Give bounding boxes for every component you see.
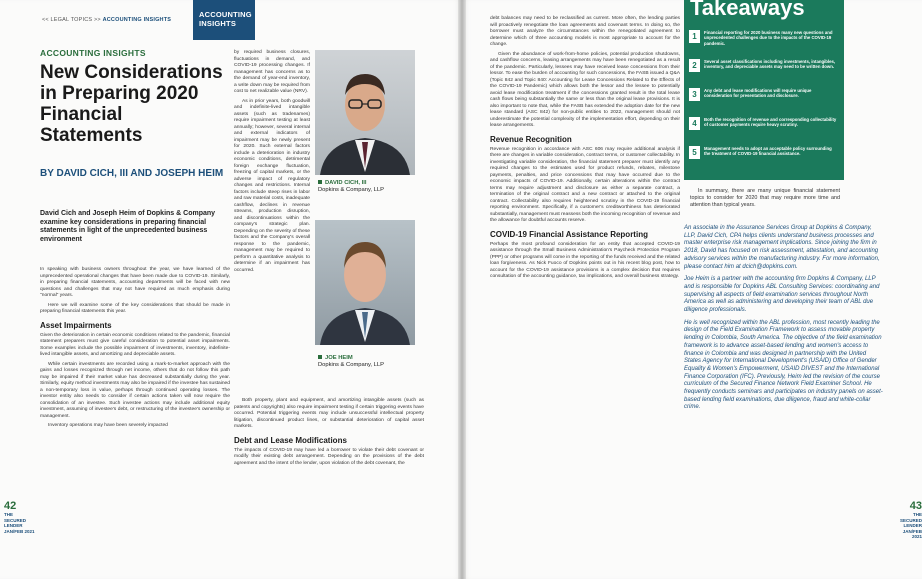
takeaway-item	[689, 146, 839, 159]
breadcrumb-current[interactable]: ACCOUNTING INSIGHTS	[102, 17, 172, 23]
folio-text: SECURED	[899, 517, 922, 523]
takeaway-text: Management needs to adopt an acceptable policy surrounding the treatment of COVID-19 financial assistance.	[704, 146, 832, 157]
folio-text: JAN/FEB 2021	[902, 528, 922, 539]
caption-name: JOE HEIM	[325, 355, 353, 361]
takeaway-text: Financial reporting for 2020 business many new questions and unprecedented challenges due to the impacts of the COVID-19 pandemic.	[704, 30, 833, 46]
takeaways-title: Takeaways	[690, 0, 805, 20]
folio-text: THE	[4, 512, 13, 517]
revenue-paragraph-1: Revenue recognition in accordance with ASC 606 may require additional analysis if there are changes in variable consideration, contract terms, or customer collectability. In investigating variable consideration, the financial statement preparer must identify any required changes to the estimates used for product refunds, rebates, milestone payments, penalties, and price concessions that may have occurred due to the economic impacts of COVID-19. Additionally, certain alterations within the contract terms may require adjustment and disclosure as either a separate contract, a termination of the original contract and a new contract or attached to the original contract. Collectability also requires heightened scrutiny in the COVID-19 financial reporting environment. Specifically, if a customer's creditworthiness has deteriorated substantially, management must reassess both the incoming recognition of revenue and the allowance for doubtful accounts reserve.	[490, 146, 680, 223]
article-deck: David Cich and Joseph Heim of Dopkins & Company examine key considerations in preparing financial statements in light of the unprecedented business environment	[40, 210, 216, 243]
intro-paragraph-2: Here we will examine some of the key considerations that should be made in preparing financial statements this year.	[40, 302, 230, 314]
caption-name: DAVID CICH, III	[325, 180, 367, 186]
folio-text: JAN/FEB 2021	[4, 528, 35, 534]
intro-paragraph-1: In speaking with business owners throughout the year, we have learned of the unprecedented operational changes that have been made due to COVID-19. Similarly, in preparing financial statements, accounting departments will be faced with new questions and challenges that may not have required as much emphasis during "normal" years.	[40, 267, 230, 298]
takeaway-item	[689, 88, 839, 101]
debt-paragraph-1: The impacts of COVID-19 may have led a borrower to violate their debt covenant or modify their existing debt arrangement. Depending on the provisions of the debt agreement and the intent of the lender, upon violation of the debt covenant, the	[234, 447, 424, 466]
folio-text: SECURED	[4, 517, 27, 523]
takeaway-number: 5	[689, 146, 700, 159]
folio-right	[894, 500, 922, 540]
covid-paragraph-1: Perhaps the most profound consideration for an entity that accepted COVID-19 assistance through the Small Business Administration's Paycheck Protection Program (PPP) or other programs will come in the reporting of the funds received and the related loan forgiveness. As Nick Fuoco of Dopkins points out in his recent blog post, how to account for the COVID-19 assistance provisions is a complex decision that requires consultation of the accounting guidance, tax implications, and overall business strategy.	[490, 241, 680, 279]
folio-text: LENDER	[903, 523, 922, 528]
spine-gutter	[458, 0, 466, 579]
column-2a	[234, 50, 310, 277]
column-3	[490, 16, 680, 284]
col2-paragraph-3: Both property, plant and equipment, and amortizing intangible assets (such as patents and copyrights) also require impairment testing if certain triggering events have occurred. Potential triggering events may include unsuccessful intellectual property litigation, discontinued product lines, or substantial deterioration of capital asset markets.	[234, 398, 424, 429]
author-bios	[684, 225, 884, 417]
caption-joe-heim	[318, 355, 384, 369]
heading-revenue: Revenue Recognition	[490, 134, 572, 144]
heading-covid-assistance: COVID-19 Financial Assistance Reporting	[490, 229, 648, 239]
takeaway-number: 4	[689, 117, 700, 130]
takeaway-text: Both the recognition of revenue and corresponding collectability of customer payments require heavy scrutiny.	[704, 117, 837, 128]
caption-square-icon	[318, 355, 322, 359]
takeaways-box	[684, 0, 844, 180]
asset-paragraph-1: Given the deterioration in certain economic conditions related to the pandemic, financial statement preparers must give careful consideration to potential asset impairments. Some examples include the possible impairment of investments, inventory, indefinite-lived intangible assets, and amortizing and depreciable assets.	[40, 332, 230, 357]
portrait-2-icon	[315, 220, 415, 345]
col2-paragraph-2: As in prior years, both goodwill and indefinite-lived intangible assets (such as tradenames) require impairment testing at least annually; however, several internal and external indicators of impairment may be newly present for 2020. Such external factors include a deterioration in industry economic conditions, detrimental foreign exchange fluctuation, freezing of capital markets, or the adverse impact of regulatory changes and restrictions. Internal factors include steep rises in labor and raw material costs, inadequate cashflow, declines in revenue streams, production disruption, and discontinuations within the company's strategic plan. Depending on the severity of these factors and the Company's overall response to the pandemic, management may be required to perform a quantitative analysis to determine if an impairment has occurred.	[234, 98, 310, 273]
article-byline: BY DAVID CICH, III AND JOSEPH HEIM	[40, 168, 224, 179]
takeaway-number: 1	[689, 30, 700, 43]
bio-joe-heim-1: Joe Heim is a partner with the accounting firm Dopkins & Company, LLP and is responsible for Dopkins ABL Consulting Services: coordinating and supervising all aspects of field examination services throughout North America as well as administering and developing their team of ABL due diligence professionals.	[684, 276, 880, 314]
col2-paragraph-1: by required business closures, fluctuations in demand, and COVID-19 processing changes. If management has concerns as to the demand of year-end inventory, a write down may be required from cost to net realizable value (NRV).	[234, 50, 310, 94]
col3-paragraph-2: Given the abundance of work-from-home policies, potential production shutdowns, and cashflow concerns, leasing arrangements may have been renegotiated as a result of the pandemic. Particularly, lessees may have received lease concessions from their lessor. To ease the burden of accounting for such concessions, the FASB issued a Q&A (Topic 842 and Topic 840: Accounting for Lease Concessions Related to the Effects of the COVID-19 Pandemic) which allows both the lessor and the lessee to potentially avoid lease modification treatment if the concessions granted result in the total lease cash flows being substantially the same or less than the original lease provisions. It is also important to note that, while the FASB has extended the adoption date for the new lease standard (ASC 842) for non-public entities to 2022, management should not underestimate the potential complexity of the implementation effort, depending on their lease arrangements.	[490, 51, 680, 128]
folio-text: LENDER	[4, 523, 23, 528]
breadcrumb-prefix: << LEGAL TOPICS >>	[42, 17, 101, 23]
column-1	[40, 267, 230, 433]
caption-firm: Dopkins & Company, LLP	[318, 187, 384, 193]
folio-left	[4, 500, 35, 534]
folio-text: THE	[913, 512, 922, 517]
column-2b	[234, 398, 424, 470]
bio-joe-heim-2: He is well recognized within the ABL profession, most recently leading the design of the Field Examination Framework to assess movable property lending in Colombia, South America. The objective of the field examination framework is to advance asset-based lending and women's access to finance in Colombia and was designed in partnership with the United States Agency for International Development's (USAID) Office of Gender Equality & Women's Empowerment, USAID DIVEST and the International Finance Corporation (IFC). Previously, Heim led the revision of the course curriculum of the Secured Finance Network Field Examiner School. He frequently conducts seminars and participates on industry panels on asset-based lending field examinations, due diligence, fraud and white-collar crime.	[684, 319, 883, 411]
takeaway-text: Several asset classifications including investments, intangibles, inventory, and depreciable assets may need to be written down.	[704, 59, 836, 70]
takeaway-item	[689, 117, 839, 130]
bio-david-cich: An associate in the Assurance Services Group at Dopkins & Company, LLP, David Cich, CPA helps clients understand business processes and master enterprise risk management implications. Since joining the firm in 2018, David has focused on risk assessment, attestation, and accounting advisory services within the manufacturing industry. For more information, please contact him at dcich@dopkins.com.	[684, 225, 880, 270]
caption-david-cich	[318, 180, 384, 194]
asset-paragraph-2: While certain investments are recorded using a mark-to-market approach with the gains and losses recognized through net income, others that do not follow this path may be impaired if their market value has decreased substantially during the year. Similarly, equity method investments may also be impaired if the investee has sustained a non-temporary loss in value, perhaps through continued operating losses. The investor entity also needs to consider if certain actions taken will now require the consolidation of an investee. Such investee actions may include additional equity investment, assuming of investee's debt, or restructuring of the investee's ownership or management.	[40, 361, 230, 419]
col3-paragraph-1: debt balances may need to be reclassified as current. More often, the lending parties will proactively renegotiate the loan agreements and covenant terms. In doing so, the borrower must analyze the circumstances within the renegotiated agreement to determine which of three accounting models is most appropriate to account for the change.	[490, 16, 680, 47]
summary	[690, 188, 840, 212]
page-number: 43	[909, 500, 922, 512]
breadcrumb	[42, 17, 171, 23]
takeaway-number: 3	[689, 88, 700, 101]
takeaway-item	[689, 30, 839, 46]
article-title: New Considerations in Preparing 2020 Financial Statements	[40, 62, 223, 146]
article-kicker: ACCOUNTING INSIGHTS	[40, 48, 146, 58]
takeaway-text: Any debt and lease modifications will require unique consideration for presentation and disclosure.	[704, 88, 812, 99]
summary-paragraph: In summary, there are many unique financial statement topics to consider for 2020 that may require more time and attention than typical years.	[690, 188, 840, 208]
author-photo-david-cich	[315, 50, 415, 175]
caption-firm: Dopkins & Company, LLP	[318, 362, 384, 368]
takeaway-number: 2	[689, 59, 700, 72]
section-tab: ACCOUNTING INSIGHTS	[193, 0, 255, 40]
heading-debt-lease: Debt and Lease Modifications	[234, 435, 347, 445]
takeaway-item	[689, 59, 839, 72]
heading-asset-impairments: Asset Impairments	[40, 320, 112, 330]
caption-square-icon	[318, 180, 322, 184]
author-photo-joe-heim	[315, 220, 415, 345]
asset-paragraph-3: Inventory operations may have been severely impacted	[48, 423, 168, 428]
portrait-1-icon	[315, 50, 415, 175]
page-number: 42	[4, 500, 17, 512]
